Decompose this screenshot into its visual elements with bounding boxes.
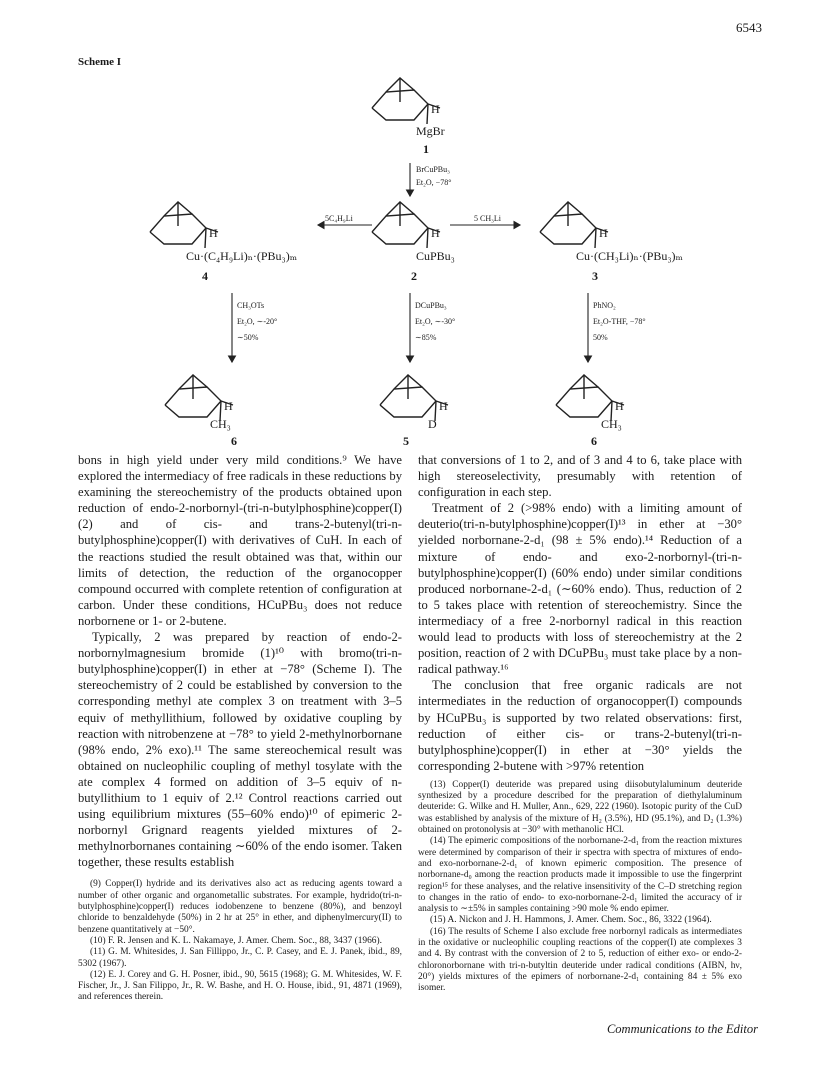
c1-sub: MgBr (416, 124, 445, 138)
norbornane-4 (150, 202, 218, 248)
norbornane-6b (556, 375, 624, 421)
c2-number: 2 (411, 269, 417, 283)
footnote-9: (9) Copper(I) hydride and its derivatives also act as reducing agents toward a number of other organic and organometallic substrates. For example, hydrido(tri-n-butylphosphine)copper(I) reduces iodobenzene to benzene (80%), and benzoyl chloride to benzaldehyde (50%) in 2 hr at 25° in ether, and diphenylmercury(II) to benzene quantitatively at −50°. (78, 879, 402, 935)
reagent-4-line2: Et₂O, ∼-20° (237, 317, 278, 326)
right-column (418, 452, 742, 995)
page-number: 6543 (736, 20, 762, 35)
footnote-12: (12) E. J. Corey and G. H. Posner, ibid., 90, 5615 (1968); G. M. Whitesides, W. F. Fischer, Jr., J. San Filippo, Jr., R. W. Bashe, and H. O. House, ibid., 91, 4871 (1969), and references therein. (78, 969, 402, 1003)
reagent-1-line2: Et₂O, −78° (416, 178, 452, 187)
reagent-3-line2: Et₂O-THF, −78° (593, 317, 646, 326)
footnote-11: (11) G. M. Whitesides, J. San Fillippo, Jr., C. P. Casey, and E. J. Panek, ibid., 89, 5302 (1967). (78, 947, 402, 969)
reagent-1-line1: BrCuPBu₃ (416, 165, 450, 174)
right-paragraph-2: Treatment of 2 (>98% endo) with a limiting amount of deuterio(tri-n-butylphosphine)copper(I)¹³ in ether at −30° yielded norbornane-2-d₁ (98 ± 5% endo).¹⁴ Reduction of a mixture of endo- and exo-2-norbornyl-(tri-n-butylphosphine)copper(I) (60% endo) under similar conditions produced norbornane-2-d₁ (∼60% endo). Thus, reduction of 2 to 5 takes place with retention of stereochemistry. Since the intermediacy of a free 2-norbornyl radical in this reaction would lead to products with loss of stereochemistry at the 2 position, reaction of 2 with DCuPBu₃ must take place by a non-radical pathway.¹⁶ (418, 501, 742, 677)
c4-h: H (209, 226, 218, 240)
norbornane-1 (372, 78, 440, 124)
footnote-15: (15) A. Nickon and J. H. Hammons, J. Amer. Chem. Soc., 86, 3322 (1964). (430, 915, 712, 926)
norbornane-3 (540, 202, 608, 248)
footnote-16: (16) The results of Scheme I also exclude free norbornyl radicals as intermediates in the oxidative or nucleophilic coupling reactions of the copper(I) ate complexes 3 and 4. By contrast with the conversion of 2 to 5, reduction of either exo- or endo-2-chloronorbornane with tri-n-butyltin deuteride under radical conditions (AIBN, hν, 20°) yields mixtures of the epimers of norbornane-2-d₁ containing 84 ± 5% exo isomer. (418, 926, 742, 994)
c4-number: 4 (202, 269, 208, 283)
left-paragraph-2: Typically, 2 was prepared by reaction of endo-2-norbornylmagnesium bromide (1)¹⁰ with bromo(tri-n-butylphosphine)copper(I) in ether at −78° (Scheme I). The stereochemistry of 2 could be established by conversion to the corresponding methyl ate complex 3 on treatment with 3–5 equiv of methyllithium, followed by oxidative coupling by reaction with nitrobenzene at −78° to yield 2-methylnorbornane (98% endo, 2% exo).¹¹ The same stereochemical result was obtained on nucleophilic coupling of methyl tosylate with the ate complex 4 formed on addition of 3–5 equiv of n-butyllithium to 1 equiv of 2.¹² Control reactions carried out using equilibrium mixtures (55–60% endo)¹⁰ of epimeric 2-norbornyl Grignard reagents yielded mixtures of 2-methylnorbornanes containing ∼60% of the endo isomer. Taken together, these results establish (78, 630, 402, 870)
reagent-3-line1: PhNO₂ (593, 301, 616, 310)
norbornane-2 (372, 202, 440, 248)
footnote-14: (14) The epimeric compositions of the norbornane-2-d₁ from the reaction mixtures were determined by comparison of their ir spectra with spectra of mixtures of endo- and exo-norbornane-2-d₁ of known epimeric composition. The presence of norbornane-d₀ among the reaction products made it impossible to use the fingerprint region¹⁵ for these analyses, and the relative insensitivity of the C–D stretching region to changes in the ratio of endo- to exo-norbornane-2-d₁ limited the accuracy of ir analysis to ∼±5% in samples containing >90 mole % endo epimer. (418, 836, 742, 915)
c4-sub: Cu·(C₄H₉Li)ₙ·(PBu₃)ₘ (186, 249, 298, 263)
reagent-3-line3: 50% (593, 333, 608, 342)
reagent-methyllithium: 5 CH₃Li (474, 214, 502, 223)
reagent-2-line2: Et₂O, ∼-30° (415, 317, 456, 326)
reagent-4-line1: CH₃OTs (237, 301, 265, 310)
norbornane-6a (165, 375, 233, 421)
reagent-2-line1: DCuPBu₃ (415, 301, 447, 310)
right-paragraph-3: The conclusion that free organic radicals are not intermediates in the reduction of organocopper(I) compounds by HCuPBu₃ is supported by two related observations: first, reduction of either cis- or trans-2-butenyl(tri-n-butylphosphine)copper(I) in ether at −30° yields the corresponding 2-butene with >97% retention (418, 678, 742, 773)
right-paragraph-1: that conversions of 1 to 2, and of 3 and 4 to 6, take place with high stereoselectivity, presumably with retention of configuration in each step. (418, 453, 742, 500)
c6b-sub: CH₃ (601, 417, 622, 431)
c3-h: H (599, 226, 608, 240)
footnote-13: (13) Copper(I) deuteride was prepared using diisobutylaluminum deuteride synthesized by a procedure described for the preparation of diethylaluminum deuteride: G. Wilke and H. Muller, Ann., 629, 222 (1960). Isotopic purity of the CuD was established by analysis of the mixture of H₂ (3.5%), HD (95.1%), and D₂ (1.3%) obtained on protonolysis at −30° with methanolic HCl. (418, 779, 742, 836)
c6a-sub: CH₃ (210, 417, 231, 431)
scheme-1 (0, 0, 820, 450)
left-footnotes (78, 879, 402, 1003)
reagent-butyllithium: 5C₄H₉Li (325, 214, 353, 223)
reagent-4-line3: ∼50% (237, 333, 259, 342)
section-footer: Communications to the Editor (606, 1022, 758, 1036)
c6b-h: H (615, 399, 624, 413)
scheme-title: Scheme I (78, 56, 122, 68)
c1-number: 1 (423, 142, 429, 156)
c3-sub: Cu·(CH₃Li)ₙ·(PBu₃)ₘ (576, 249, 683, 263)
scheme-drawing (0, 0, 820, 450)
c6a-number: 6 (231, 434, 237, 448)
c1-h: H (431, 102, 440, 116)
c3-number: 3 (592, 269, 598, 283)
c2-sub: CuPBu₃ (416, 249, 455, 263)
norbornane-5 (380, 375, 448, 421)
left-paragraph-1: bons in high yield under very mild conditions.⁹ We have explored the intermediacy of free radicals in these reductions by examining the stereochemistry of the products obtained upon reduction of endo-2-norbornyl-(tri-n-butylphosphine)copper(I) (2) and of cis- and trans-2-butenyl(tri-n-butylphosphine)copper(I) with derivatives of CuH. In each of the reactions studied the result obtained was that, within our limits of detection, the reduction of the organocopper compound occurred with complete retention of configuration at carbon. Under these conditions, HCuPBu₃ does not reduce norbornene or 1- or 2-butene. (78, 453, 402, 628)
reagent-2-line3: ∼85% (415, 333, 437, 342)
left-column (78, 452, 402, 1004)
footnote-10: (10) F. R. Jensen and K. L. Nakamaye, J. Amer. Chem. Soc., 88, 3437 (1966). (90, 935, 382, 946)
c5-h: H (439, 399, 448, 413)
c6b-number: 6 (591, 434, 597, 448)
c2-h: H (431, 226, 440, 240)
c5-sub: D (428, 417, 437, 431)
c5-number: 5 (403, 434, 409, 448)
c6a-h: H (224, 399, 233, 413)
right-footnotes (418, 780, 742, 995)
